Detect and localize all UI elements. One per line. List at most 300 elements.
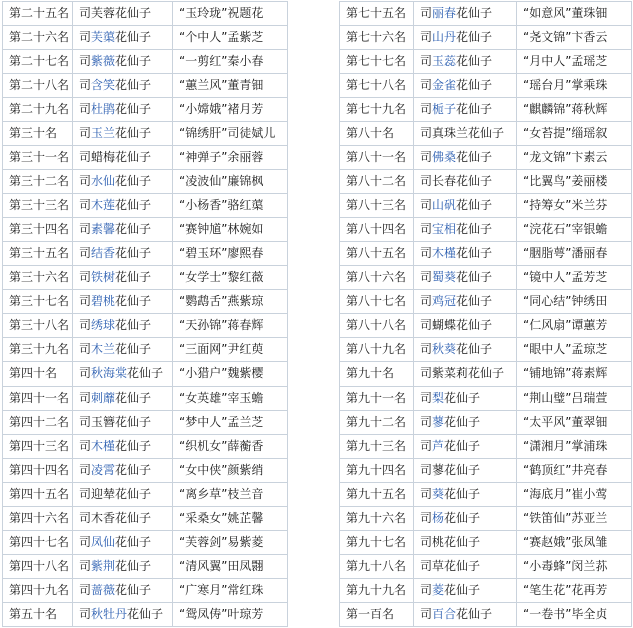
flower-name-link[interactable]: 玉兰	[91, 126, 116, 141]
flower-text: 蝴蝶花仙子	[432, 318, 493, 333]
table-row	[3, 218, 288, 242]
flower-text: 花仙子	[456, 294, 493, 309]
table-row	[340, 482, 632, 506]
table-row	[3, 386, 288, 410]
flower-text: 司	[79, 150, 92, 165]
rank-cell: 第四十九名	[3, 578, 73, 602]
flower-text: 花仙子	[115, 534, 152, 549]
flower-text: 花仙子	[444, 390, 481, 405]
table-row	[3, 602, 288, 626]
flower-deity-cell	[414, 554, 517, 578]
rank-cell: 第三十二名	[3, 170, 73, 194]
flower-text: 司	[79, 390, 92, 405]
epithet-cell: “荆山璧”吕瑞萱	[517, 386, 632, 410]
table-row	[340, 506, 632, 530]
flower-text: 司	[420, 78, 433, 93]
flower-deity-cell	[73, 602, 173, 626]
flower-deity-cell	[414, 74, 517, 98]
rank-cell: 第八十八名	[340, 314, 414, 338]
flower-text: 花仙子	[456, 198, 493, 213]
table-row	[340, 266, 632, 290]
rank-cell: 第四十三名	[3, 434, 73, 458]
table-row	[340, 146, 632, 170]
flower-deity-cell	[414, 26, 517, 50]
flower-text: 花仙子	[115, 438, 152, 453]
flower-text: 花仙子	[444, 510, 481, 525]
epithet-cell: “赛赵娥”张凤雏	[517, 530, 632, 554]
rank-cell: 第二十八名	[3, 74, 73, 98]
table-row	[3, 146, 288, 170]
flower-deity-cell	[414, 602, 517, 626]
flower-name-link[interactable]: 佛桑	[432, 150, 457, 165]
flower-deity-cell	[414, 530, 517, 554]
rank-cell: 第八十二名	[340, 170, 414, 194]
rank-cell: 第九十五名	[340, 482, 414, 506]
rank-cell: 第九十三名	[340, 434, 414, 458]
epithet-cell: “如意风”董珠钿	[517, 2, 632, 26]
table-row	[340, 194, 632, 218]
flower-text: 花仙子	[115, 102, 152, 117]
flower-text: 花仙子	[456, 246, 493, 261]
epithet-cell: “玉玲珑”祝题花	[173, 2, 288, 26]
flower-text: 司	[79, 102, 92, 117]
table-row	[3, 290, 288, 314]
rank-cell: 第八十四名	[340, 218, 414, 242]
flower-text: 花仙子	[456, 54, 493, 69]
flower-deity-cell	[414, 170, 517, 194]
rank-cell: 第一百名	[340, 602, 414, 626]
flower-name-link[interactable]: 木槿	[91, 438, 116, 453]
flower-text: 花仙子	[444, 438, 481, 453]
flower-text: 司	[79, 30, 92, 45]
rank-cell: 第二十六名	[3, 26, 73, 50]
rank-cell: 第四十一名	[3, 386, 73, 410]
rank-cell: 第七十九名	[340, 98, 414, 122]
epithet-cell: “锦绣肝”司徒娬儿	[173, 122, 288, 146]
rank-cell: 第二十五名	[3, 2, 73, 26]
flower-text: 花仙子	[115, 246, 152, 261]
flower-text: 木香花仙子	[91, 510, 152, 525]
flower-text: 司	[420, 6, 433, 21]
table-row	[3, 266, 288, 290]
flower-text: 花仙子	[127, 366, 164, 381]
table-row	[3, 50, 288, 74]
flower-text: 司	[420, 174, 433, 189]
flower-name-link[interactable]: 素馨	[91, 222, 116, 237]
flower-text: 长春花仙子	[432, 174, 493, 189]
epithet-cell: “织机女”薛蘅香	[173, 434, 288, 458]
rank-cell: 第四十五名	[3, 482, 73, 506]
flower-text: 花仙子	[115, 30, 152, 45]
flower-deity-cell	[414, 482, 517, 506]
rank-cell: 第四十七名	[3, 530, 73, 554]
flower-text: 司	[420, 222, 433, 237]
flower-name-link[interactable]: 结香	[91, 246, 116, 261]
flower-text: 花仙子	[115, 198, 152, 213]
rank-cell: 第四十四名	[3, 458, 73, 482]
table-row	[3, 314, 288, 338]
flower-text: 司	[420, 318, 433, 333]
rank-cell: 第三十九名	[3, 338, 73, 362]
flower-name-link[interactable]: 芙蕖	[91, 30, 116, 45]
flower-text: 司	[79, 78, 92, 93]
flower-text: 司	[79, 246, 92, 261]
table-row	[3, 122, 288, 146]
rank-cell: 第九十九名	[340, 578, 414, 602]
flower-name-link[interactable]: 秋海棠	[91, 366, 128, 381]
flower-name-link[interactable]: 紫荆	[91, 558, 116, 573]
table-row	[340, 122, 632, 146]
flower-name-link[interactable]: 绣球	[91, 318, 116, 333]
rank-cell: 第四十六名	[3, 506, 73, 530]
flower-deity-cell	[73, 434, 173, 458]
flower-name-link[interactable]: 蔷薇	[91, 582, 116, 597]
epithet-cell: “一卷书”毕全贞	[517, 602, 632, 626]
rank-cell: 第九十四名	[340, 458, 414, 482]
rank-cell: 第四十二名	[3, 410, 73, 434]
flower-name-link[interactable]: 百合	[432, 606, 457, 621]
table-row	[3, 434, 288, 458]
flower-text: 司	[420, 366, 433, 381]
epithet-cell: “铺地锦”蒋素辉	[517, 362, 632, 386]
epithet-cell: “女英雄”宰玉蟾	[173, 386, 288, 410]
flower-name-link[interactable]: 凌霄	[91, 462, 116, 477]
table-row	[3, 26, 288, 50]
epithet-cell: “清风翼”田凤翾	[173, 554, 288, 578]
flower-text: 花仙子	[115, 126, 152, 141]
flower-text: 花仙子	[456, 6, 493, 21]
flower-deity-cell	[73, 146, 173, 170]
table-row	[340, 218, 632, 242]
epithet-cell: “小嫦娥”褚月芳	[173, 98, 288, 122]
flower-text: 司	[420, 558, 433, 573]
table-row	[3, 338, 288, 362]
epithet-cell: “鸳凤俦”叶琼芳	[173, 602, 288, 626]
epithet-cell: “海底月”崔小莺	[517, 482, 632, 506]
flower-text: 司	[420, 582, 433, 597]
flower-text: 司	[420, 294, 433, 309]
flower-deity-cell	[414, 146, 517, 170]
flower-name-link[interactable]: 宝相	[432, 222, 457, 237]
flower-deity-cell	[414, 506, 517, 530]
flower-text: 司	[79, 174, 92, 189]
flower-text: 花仙子	[127, 606, 164, 621]
table-row	[340, 290, 632, 314]
flower-deity-cell	[73, 530, 173, 554]
epithet-cell: “凌波仙”廉锦枫	[173, 170, 288, 194]
flower-deity-cell	[73, 122, 173, 146]
flower-name-link[interactable]: 芦	[432, 438, 445, 453]
flower-deity-cell	[414, 338, 517, 362]
flower-text: 花仙子	[115, 78, 152, 93]
flower-text: 司	[420, 342, 433, 357]
flower-text: 花仙子	[115, 342, 152, 357]
flower-name-link[interactable]: 木槿	[432, 246, 457, 261]
rank-cell: 第九十二名	[340, 410, 414, 434]
table-row	[340, 362, 632, 386]
flower-deity-cell	[414, 578, 517, 602]
table-row	[340, 50, 632, 74]
flower-name-link[interactable]: 木莲	[91, 198, 116, 213]
rank-cell: 第八十五名	[340, 242, 414, 266]
rank-cell: 第八十七名	[340, 290, 414, 314]
flower-deity-cell	[73, 482, 173, 506]
flower-text: 司	[420, 198, 433, 213]
rank-cell: 第七十七名	[340, 50, 414, 74]
flower-text: 花仙子	[456, 78, 493, 93]
epithet-cell: “芙蓉剑”易紫菱	[173, 530, 288, 554]
flower-name-link[interactable]: 水仙	[91, 174, 116, 189]
epithet-cell: “蕙兰风”董青钿	[173, 74, 288, 98]
epithet-cell: “小杨香”骆红蕖	[173, 194, 288, 218]
flower-name-link[interactable]: 刺蘼	[91, 390, 116, 405]
flower-text: 司	[420, 30, 433, 45]
flower-text: 司	[79, 54, 92, 69]
flower-deity-cell	[73, 554, 173, 578]
rank-cell: 第三十四名	[3, 218, 73, 242]
epithet-cell: “太平风”董翠钿	[517, 410, 632, 434]
flower-text: 司	[420, 462, 433, 477]
flower-text: 花仙子	[444, 582, 481, 597]
epithet-cell: “潇湘月”掌浦珠	[517, 434, 632, 458]
flower-text: 花仙子	[456, 30, 493, 45]
epithet-cell: “天孙锦”蒋春辉	[173, 314, 288, 338]
flower-name-link[interactable]: 山丹	[432, 30, 457, 45]
flower-name-link[interactable]: 紫薇	[91, 54, 116, 69]
table-row	[3, 170, 288, 194]
flower-name-link[interactable]: 玉蕊	[432, 54, 457, 69]
epithet-cell: “持筹女”米兰芬	[517, 194, 632, 218]
rank-cell: 第八十九名	[340, 338, 414, 362]
flower-deity-cell	[73, 290, 173, 314]
flower-deity-cell	[73, 386, 173, 410]
table-row	[3, 194, 288, 218]
flower-text: 司	[79, 366, 92, 381]
flower-deity-cell	[73, 98, 173, 122]
table-row	[340, 458, 632, 482]
flower-text: 花仙子	[456, 150, 493, 165]
flower-text: 司	[420, 438, 433, 453]
flower-text: 花仙子	[456, 102, 493, 117]
table-row	[340, 98, 632, 122]
table-row	[340, 74, 632, 98]
table-row	[3, 242, 288, 266]
flower-name-link[interactable]: 杜鹃	[91, 102, 116, 117]
epithet-cell: “赛钟馗”林婉如	[173, 218, 288, 242]
flower-name-link[interactable]: 梨	[432, 390, 445, 405]
epithet-cell: “比翼鸟”姜丽楼	[517, 170, 632, 194]
table-row	[340, 578, 632, 602]
epithet-cell: “瑶台月”掌乘珠	[517, 74, 632, 98]
flower-name-link[interactable]: 含笑	[91, 78, 116, 93]
epithet-cell: “离乡草”枝兰音	[173, 482, 288, 506]
flower-name-link[interactable]: 碧桃	[91, 294, 116, 309]
flower-text: 迎辇花仙子	[91, 486, 152, 501]
flower-text: 司	[420, 102, 433, 117]
epithet-cell: “眼中人”孟琼芝	[517, 338, 632, 362]
table-row	[3, 506, 288, 530]
epithet-cell: “碧玉环”廖熙春	[173, 242, 288, 266]
left-rank-table	[2, 1, 288, 627]
flower-text: 花仙子	[115, 54, 152, 69]
flower-deity-cell	[414, 242, 517, 266]
table-row	[3, 458, 288, 482]
epithet-cell: “浣花石”宰银蟾	[517, 218, 632, 242]
flower-deity-cell	[414, 362, 517, 386]
right-rank-table	[339, 1, 632, 627]
flower-deity-cell	[414, 290, 517, 314]
flower-text: 芙蓉花仙子	[91, 6, 152, 21]
flower-deity-cell	[73, 26, 173, 50]
epithet-cell: “笔生花”花再芳	[517, 578, 632, 602]
table-row	[3, 74, 288, 98]
flower-name-link[interactable]: 蜀葵	[432, 270, 457, 285]
epithet-cell: “尧文锦”卞香云	[517, 26, 632, 50]
flower-text: 司	[420, 414, 433, 429]
flower-name-link[interactable]: 栀子	[432, 102, 457, 117]
epithet-cell: “镜中人”孟芳芝	[517, 266, 632, 290]
flower-text: 花仙子	[444, 486, 481, 501]
epithet-cell: “一剪红”秦小春	[173, 50, 288, 74]
flower-name-link[interactable]: 铁树	[91, 270, 116, 285]
epithet-cell: “神弹子”余丽蓉	[173, 146, 288, 170]
flower-name-link[interactable]: 木兰	[91, 342, 116, 357]
flower-deity-cell	[73, 242, 173, 266]
flower-name-link[interactable]: 菱	[432, 582, 445, 597]
flower-name-link[interactable]: 金雀	[432, 78, 457, 93]
flower-name-link[interactable]: 葵	[432, 486, 445, 501]
epithet-cell: “月中人”孟瑶芝	[517, 50, 632, 74]
flower-text: 司	[79, 486, 92, 501]
rank-cell: 第九十一名	[340, 386, 414, 410]
left-table-body	[3, 2, 288, 627]
epithet-cell: “女学士”黎红薇	[173, 266, 288, 290]
epithet-cell: “胭脂萼”潘丽春	[517, 242, 632, 266]
flower-text: 紫菜莉花仙子	[432, 366, 505, 381]
flower-text: 花仙子	[115, 390, 152, 405]
flower-name-link[interactable]: 蓼	[432, 414, 445, 429]
flower-text: 司	[79, 462, 92, 477]
epithet-cell: “广寒月”常红珠	[173, 578, 288, 602]
epithet-cell: “铁笛仙”苏亚兰	[517, 506, 632, 530]
flower-text: 花仙子	[115, 558, 152, 573]
flower-deity-cell	[414, 122, 517, 146]
flower-text: 司	[79, 222, 92, 237]
flower-deity-cell	[414, 386, 517, 410]
flower-name-link[interactable]: 秋牡丹	[91, 606, 128, 621]
table-row	[340, 530, 632, 554]
flower-deity-cell	[414, 50, 517, 74]
epithet-cell: “采桑女”姚芷馨	[173, 506, 288, 530]
flower-text: 司	[79, 510, 92, 525]
rank-cell: 第三十三名	[3, 194, 73, 218]
flower-text: 花仙子	[456, 270, 493, 285]
rank-cell: 第七十五名	[340, 2, 414, 26]
table-row	[3, 362, 288, 386]
flower-text: 司	[79, 126, 92, 141]
table-row	[3, 410, 288, 434]
rank-cell: 第二十七名	[3, 50, 73, 74]
flower-deity-cell	[73, 314, 173, 338]
flower-text: 司	[79, 534, 92, 549]
flower-text: 蓼花仙子	[432, 462, 481, 477]
flower-deity-cell	[73, 2, 173, 26]
flower-text: 司	[420, 54, 433, 69]
table-row	[340, 386, 632, 410]
flower-deity-cell	[414, 218, 517, 242]
flower-deity-cell	[414, 314, 517, 338]
flower-text: 玉簪花仙子	[91, 414, 152, 429]
epithet-cell: “三面网”尹红萸	[173, 338, 288, 362]
flower-deity-cell	[73, 506, 173, 530]
flower-text: 花仙子	[456, 606, 493, 621]
rank-cell: 第八十名	[340, 122, 414, 146]
rank-cell: 第四十名	[3, 362, 73, 386]
flower-text: 花仙子	[115, 294, 152, 309]
table-row	[3, 2, 288, 26]
flower-text: 桃花仙子	[432, 534, 481, 549]
rank-cell: 第九十名	[340, 362, 414, 386]
flower-text: 花仙子	[115, 174, 152, 189]
flower-deity-cell	[73, 50, 173, 74]
table-row	[340, 242, 632, 266]
epithet-cell: “麒麟锦”蒋秋辉	[517, 98, 632, 122]
flower-name-link[interactable]: 丽春	[432, 6, 457, 21]
rank-cell: 第三十名	[3, 122, 73, 146]
rank-cell: 第三十八名	[3, 314, 73, 338]
table-row	[340, 338, 632, 362]
table-row	[3, 98, 288, 122]
flower-deity-cell	[73, 578, 173, 602]
epithet-cell: “梦中人”孟兰芝	[173, 410, 288, 434]
flower-deity-cell	[414, 194, 517, 218]
flower-text: 花仙子	[115, 582, 152, 597]
flower-name-link[interactable]: 鸡冠	[432, 294, 457, 309]
epithet-cell: “个中人”孟紫芝	[173, 26, 288, 50]
flower-deity-cell	[73, 458, 173, 482]
rank-cell: 第九十六名	[340, 506, 414, 530]
flower-text: 蜡梅花仙子	[91, 150, 152, 165]
flower-name-link[interactable]: 凤仙	[91, 534, 116, 549]
flower-text: 司	[420, 390, 433, 405]
flower-text: 司	[79, 294, 92, 309]
epithet-cell: “女中侠”颜紫绡	[173, 458, 288, 482]
flower-text: 司	[420, 486, 433, 501]
flower-text: 司	[420, 246, 433, 261]
rank-cell: 第四十八名	[3, 554, 73, 578]
rank-cell: 第二十九名	[3, 98, 73, 122]
flower-deity-cell	[414, 98, 517, 122]
flower-deity-cell	[73, 74, 173, 98]
flower-text: 司	[79, 606, 92, 621]
flower-deity-cell	[73, 194, 173, 218]
flower-name-link[interactable]: 山矾	[432, 198, 457, 213]
flower-text: 司	[420, 606, 433, 621]
flower-name-link[interactable]: 杨	[432, 510, 445, 525]
flower-text: 司	[79, 558, 92, 573]
flower-deity-cell	[414, 2, 517, 26]
table-row	[340, 2, 632, 26]
flower-text: 司	[420, 510, 433, 525]
flower-deity-cell	[73, 170, 173, 194]
table-row	[340, 602, 632, 626]
epithet-cell: “同心结”钟绣田	[517, 290, 632, 314]
flower-name-link[interactable]: 秋葵	[432, 342, 457, 357]
flower-text: 花仙子	[444, 414, 481, 429]
flower-text: 司	[420, 150, 433, 165]
flower-text: 司	[79, 582, 92, 597]
flower-text: 花仙子	[115, 270, 152, 285]
